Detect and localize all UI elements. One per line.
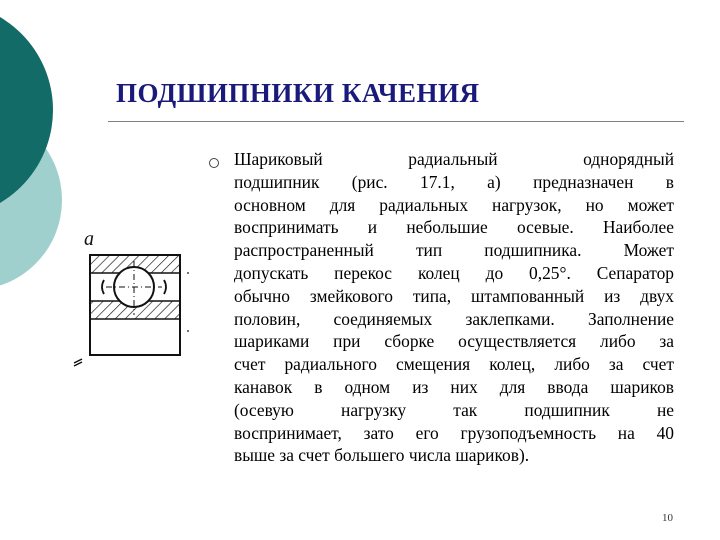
axis-mark [74,359,82,366]
slide-title: ПОДШИПНИКИ КАЧЕНИЯ [116,78,480,108]
text-line: Шариковый радиальный однорядный [234,149,674,169]
bullet-circle-icon [209,158,219,168]
separator-right [164,280,166,294]
bullet-paragraph [234,148,674,467]
text-line: счет радиального смещения колец, либо за счет [234,354,674,375]
text-line: подшипник (рис. 17.1, а) предназначен в [234,171,674,192]
text-line: половин, соединяемых заклепками. Заполнение [234,308,674,329]
dot-mark [187,330,189,332]
text-line: канавок в одном из них для ввода шариков [234,376,674,397]
text-line: выше за счет большего числа шариков). [234,445,530,466]
text-line: воспринимает, зато его грузоподъемность на 40 [234,422,674,443]
text-line: (осевую нагрузку так подшипник не [234,399,674,420]
text-line: распространенный тип подшипника. Может [234,240,674,261]
title-divider [108,121,684,122]
text-line: допускать перекос колец до 0,25°. Сепаратор [234,262,674,283]
text-line: воспринимать и небольшие осевые. Наиболее [234,217,674,238]
separator-left [102,280,104,294]
bearing-figure [70,225,200,375]
text-line: шариками при сборке осуществляется либо за [234,331,674,352]
dot-mark [187,272,189,274]
text-line: обычно змейкового типа, штампованный из двух [234,285,674,306]
text-line: основном для радиальных нагрузок, но может [234,194,674,215]
page-number: 10 [662,512,673,524]
figure-label: a [84,228,94,250]
